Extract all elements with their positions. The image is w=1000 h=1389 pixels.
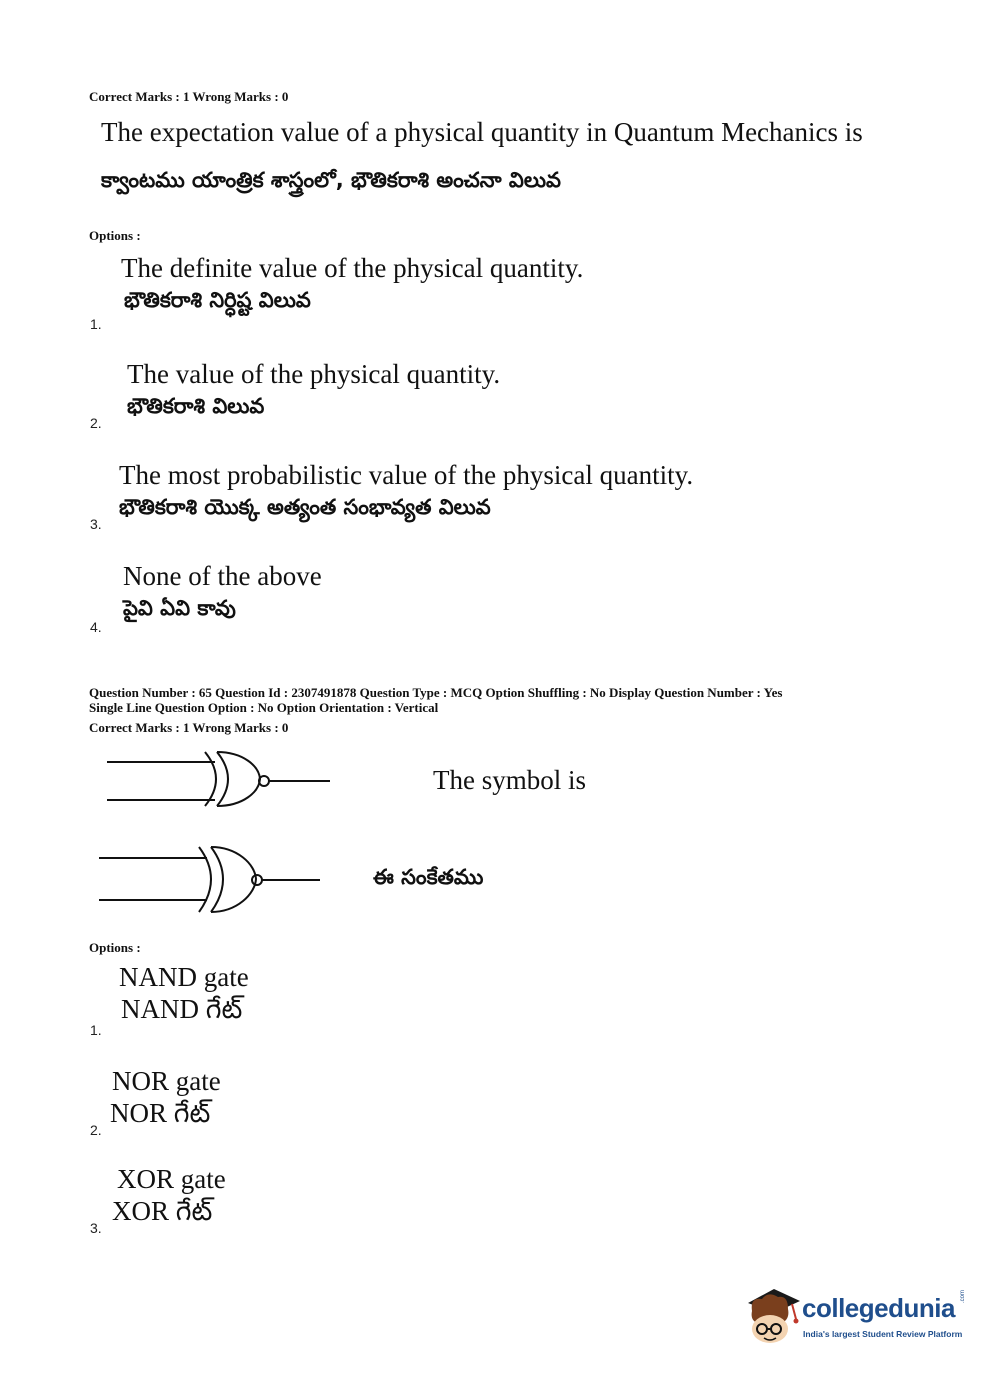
watermark-name: collegedunia [802, 1293, 955, 1323]
q65-option-2-telugu: NOR గేట్ [110, 1098, 211, 1128]
q64-question-telugu: క్వాంటము యాంత్రిక శాస్త్రంలో, భౌతికరాశి అంచనా విలువ [101, 168, 561, 192]
q64-option-1-number: 1. [90, 316, 102, 332]
mascot-graduation-cap-icon [742, 1283, 804, 1349]
watermark-suffix: .com [960, 1289, 966, 1303]
q64-option-2-telugu: భౌతికరాశి విలువ [127, 394, 265, 418]
q65-option-3-telugu: XOR గేట్ [112, 1196, 213, 1226]
q65-question-english: The symbol is [433, 765, 586, 795]
collegedunia-watermark [742, 1283, 970, 1349]
q65-option-1-english: NAND gate [119, 962, 249, 992]
q64-option-3-english: The most probabilistic value of the physical quantity. [119, 460, 694, 490]
q64-option-4-telugu: పైవి ఏవి కావు [123, 596, 236, 620]
q64-question-english: The expectation value of a physical quantity in Quantum Mechanics is [101, 117, 863, 147]
q64-option-4-number: 4. [90, 619, 102, 635]
q64-option-1-telugu: భౌతికరాశి నిర్ధిష్ట విలువ [124, 288, 311, 312]
q65-option-1-number: 1. [90, 1022, 102, 1038]
q64-option-3-telugu: భౌతికరాశి యొక్క అత్యంత సంభావ్యత విలువ [119, 495, 491, 519]
q64-option-3-number: 3. [90, 516, 102, 532]
q64-option-1-english: The definite value of the physical quantity. [121, 253, 584, 283]
q65-option-3-number: 3. [90, 1220, 102, 1236]
xnor-gate-symbol-icon [105, 748, 335, 810]
q65-question-telugu: ఈ సంకేతము [373, 865, 484, 889]
q64-option-2-number: 2. [90, 415, 102, 431]
q64-marks: Correct Marks : 1 Wrong Marks : 0 [89, 89, 289, 104]
q64-options-label: Options : [89, 228, 141, 243]
q65-option-2-number: 2. [90, 1122, 102, 1138]
q65-meta-line-1: Question Number : 65 Question Id : 2307491878 Question Type : MCQ Option Shuffling : No Display Question Number : Yes [89, 685, 783, 700]
q65-marks: Correct Marks : 1 Wrong Marks : 0 [89, 720, 289, 735]
q65-meta-line-2: Single Line Question Option : No Option Orientation : Vertical [89, 700, 439, 715]
watermark-tagline: India's largest Student Review Platform [803, 1329, 963, 1339]
xnor-gate-symbol-telugu-icon [95, 844, 325, 916]
q65-option-1-telugu: NAND గేట్ [121, 994, 243, 1024]
q64-option-2-english: The value of the physical quantity. [127, 359, 501, 389]
q65-options-label: Options : [89, 940, 141, 955]
q65-option-2-english: NOR gate [112, 1066, 221, 1096]
q65-option-3-english: XOR gate [117, 1164, 226, 1194]
q64-option-4-english: None of the above [123, 561, 322, 591]
